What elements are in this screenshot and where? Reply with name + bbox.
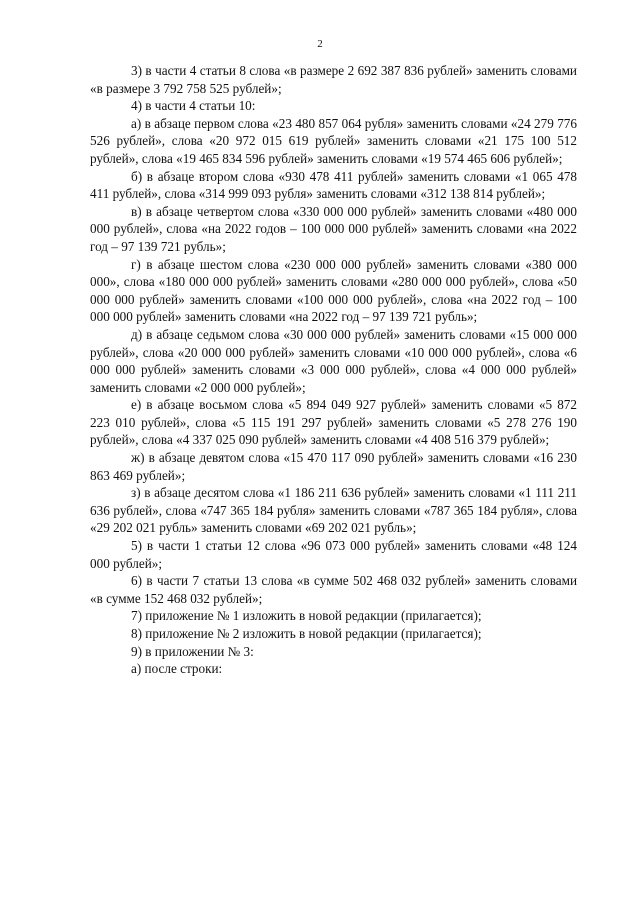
amendment-item-4: 4) в части 4 статьи 10: <box>131 98 256 114</box>
amendment-subitem-d: д) в абзаце седьмом слова «30 000 000 рублей» заменить словами «15 000 000 рублей», слова «20 000 000 рублей» заменить словами «10 000 000 рублей», слова «6 000 000 рублей» заменить словами «3 000 000 рублей», слова «4 000 000 рублей» заменить словами «2 000 000 рублей»; <box>90 326 577 395</box>
page-number: 2 <box>317 38 323 50</box>
amendment-item-9: 9) в приложении № 3: <box>131 643 254 659</box>
amendment-subitem-b: б) в абзаце втором слова «930 478 411 рублей» заменить словами «1 065 478 411 рублей», слова «314 999 093 рубля» заменить словами «312 138 814 рублей»; <box>90 168 577 202</box>
amendment-item-9-subitem-a: а) после строки: <box>131 661 223 677</box>
amendment-subitem-a: а) в абзаце первом слова «23 480 857 064 рубля» заменить словами «24 279 776 526 рублей», слова «20 972 015 619 рублей» заменить словами «21 175 100 512 рублей», слова «19 465 834 596 рублей» заменить словами «19 574 465 606 рублей»; <box>90 115 577 166</box>
amendment-item-8: 8) приложение № 2 изложить в новой редакции (прилагается); <box>131 626 482 641</box>
amendment-subitem-v: в) в абзаце четвертом слова «330 000 000 рублей» заменить словами «480 000 000 рублей», слова «на 2022 годов – 100 000 000 рублей» заменить словами «на 2022 год – 97 139 721 рубль»; <box>90 203 577 254</box>
amendment-item-7: 7) приложение № 1 изложить в новой редакции (прилагается); <box>131 608 482 624</box>
document-body <box>90 62 577 678</box>
amendment-item-6: 6) в части 7 статьи 13 слова «в сумме 502 468 032 рублей» заменить словами «в сумме 152 468 032 рублей»; <box>90 573 577 606</box>
amendment-subitem-z: з) в абзаце десятом слова «1 186 211 636 рублей» заменить словами «1 111 211 636 рублей», слова «747 365 184 рубля» заменить словами «787 365 184 рубля», слова «29 202 021 рубль» заменить словами «69 202 021 рубль»; <box>90 485 577 536</box>
amendment-item-5: 5) в части 1 статьи 12 слова «96 073 000 рублей» заменить словами «48 124 000 рублей»; <box>90 538 577 571</box>
amendment-subitem-g: г) в абзаце шестом слова «230 000 000 рублей» заменить словами «380 000 000», слова «180 000 000 рублей» заменить словами «280 000 000 рублей», слова «50 000 000 рублей» заменить словами «100 000 000 рублей», слова «на 2022 год – 100 000 000 рублей» заменить словами «на 2022 год – 97 139 721 рубль»; <box>90 256 577 325</box>
amendment-subitem-e: е) в абзаце восьмом слова «5 894 049 927 рублей» заменить словами «5 872 223 010 рублей», слова «5 115 191 297 рублей» заменить словами «5 278 276 190 рублей», слова «4 337 025 090 рублей» заменить словами «4 408 516 379 рублей»; <box>90 397 577 448</box>
amendment-item-3: 3) в части 4 статьи 8 слова «в размере 2 692 387 836 рублей» заменить словами «в размере 3 792 758 525 рублей»; <box>90 63 577 96</box>
amendment-subitem-zh: ж) в абзаце девятом слова «15 470 117 090 рублей» заменить словами «16 230 863 469 рублей»; <box>90 450 577 483</box>
